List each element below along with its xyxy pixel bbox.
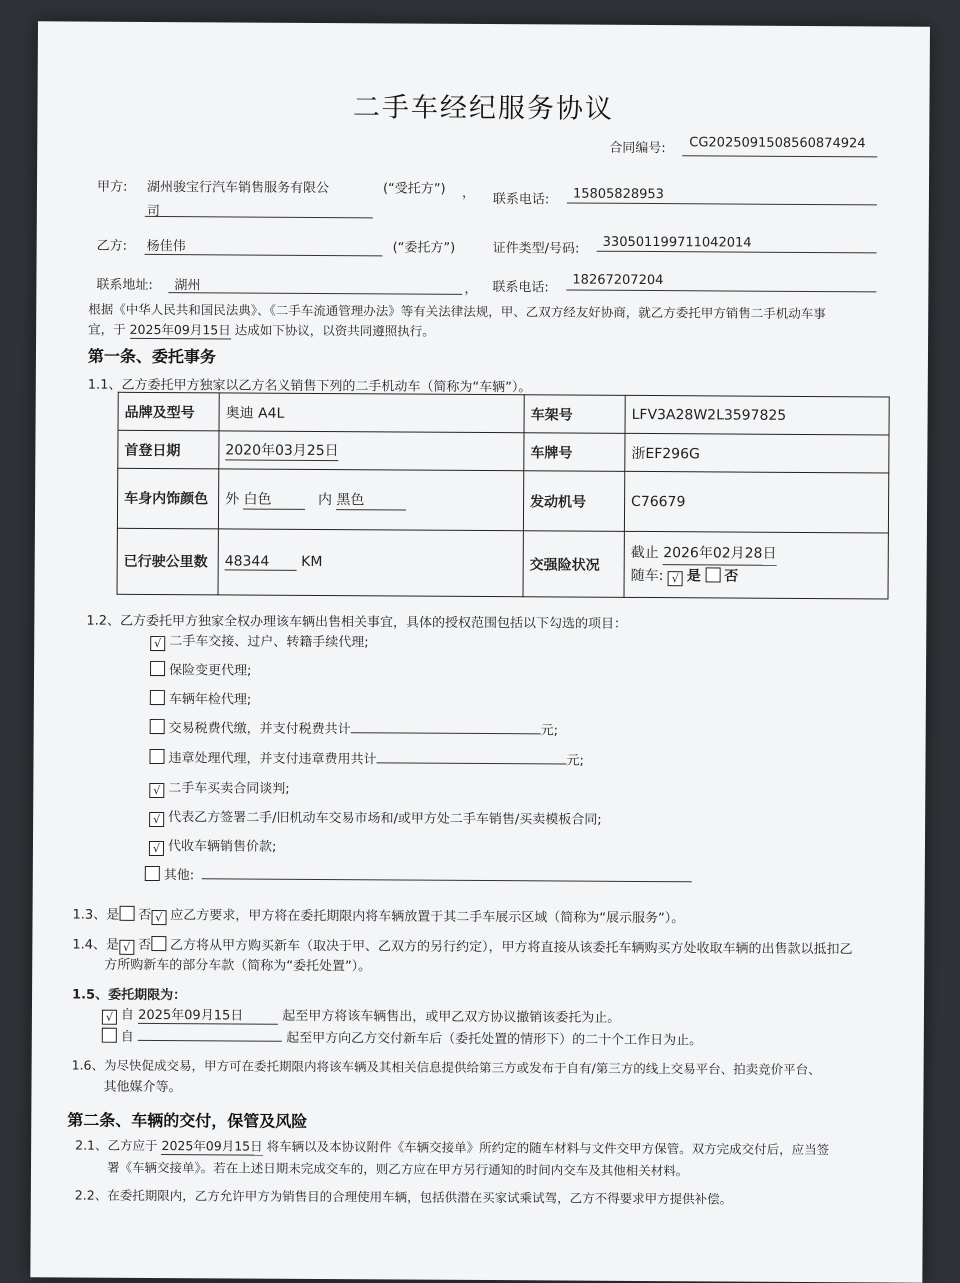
address-comma: ， [464, 281, 478, 297]
clause-1-4-no-checkbox[interactable] [151, 936, 166, 951]
clause-1-4-line2: 方所购新车的部分车款（简称为“委托处置”）。 [104, 957, 372, 975]
insurance-until-label: 截止 [630, 544, 659, 562]
vehicle-table [117, 392, 890, 600]
vin-value: LFV3A28W2L3597825 [625, 395, 889, 435]
preamble-date: 2025年09月15日 [129, 321, 231, 338]
party-b-phone-label: 联系电话: [492, 280, 549, 296]
clause-1-6-line1: 1.6、为尽快促成交易，甲方可在委托期限内将该车辆及其相关信息提供给第三方或发布于自有/第三方的线上交易平台、拍卖竞价平台、 [71, 1057, 821, 1078]
party-a-phone: 15805828953 [572, 186, 664, 203]
option-3-checkbox[interactable] [150, 690, 165, 705]
clause-1-5-b-text: 起至甲方向乙方交付新车后（委托处置的情形下）的二十个工作日为止。 [286, 1030, 703, 1049]
option-5-label: 违章处理代理，并支付违章费用共计 [168, 751, 377, 768]
preamble-line1: 根据《中华人民共和国民法典》、《二手车流通管理办法》等有关法律法规，甲、乙双方经友好协商，就乙方委托甲方销售二手机动车事 [88, 301, 826, 322]
party-a-role: (“受托方”) [382, 181, 446, 197]
contract-no-underline [682, 155, 877, 157]
clause-1-2: 1.2、乙方委托甲方独家全权办理该车辆出售相关事宜，具体的授权范围包括以下勾选的项目： [86, 613, 628, 632]
option-9-label: 其他: [163, 868, 195, 884]
party-b-name: 杨佳伟 [146, 238, 186, 255]
insurance-yes-checkbox[interactable]: √ [668, 571, 683, 586]
brand-label: 品牌及型号 [118, 392, 219, 431]
option-9-blank[interactable] [202, 864, 692, 882]
exterior-color: 白色 [243, 489, 305, 510]
clause-1-5-b-date-blank[interactable] [138, 1026, 282, 1042]
insurance-cell [624, 531, 888, 599]
clause-2-1-date: 2025年09月15日 [161, 1138, 263, 1154]
option-row-8 [149, 835, 277, 857]
party-a-phone-label: 联系电话: [492, 192, 550, 208]
option-3-label: 车辆年检代理; [168, 692, 252, 708]
address-underline [168, 292, 462, 295]
clause-1-5-b-checkbox[interactable] [102, 1028, 117, 1043]
mileage-label: 已行驶公里数 [117, 528, 218, 595]
party-b-phone-underline [566, 290, 876, 293]
clause-1-4-no-label: 否 [138, 937, 152, 953]
clause-1-1: 1.1、乙方委托甲方独家以乙方名义销售下列的二手机动车（简称为“车辆”）。 [87, 377, 532, 396]
option-row-9 [145, 864, 692, 886]
article-1-title: 第一条、委托事务 [87, 346, 217, 367]
party-b-id-underline [597, 251, 877, 254]
option-row-1 [150, 630, 369, 652]
clause-1-4-yes-checkbox[interactable]: √ [119, 940, 134, 955]
option-6-label: 二手车买卖合同谈判; [168, 781, 290, 797]
address-label: 联系地址: [96, 277, 153, 293]
mileage-value: 48344 [225, 553, 297, 570]
color-label: 车身内饰颜色 [117, 468, 218, 529]
option-5-amount-blank[interactable] [376, 748, 566, 764]
preamble-post: 达成如下协议，以资共同遵照执行。 [234, 322, 435, 339]
option-5-checkbox[interactable] [149, 749, 164, 764]
mileage-unit: KM [301, 553, 323, 571]
clause-2-1-line2: 署《车辆交接单》。若在上述日期未完成交车的，则乙方应在甲方另行通知的时间内交车及其他相关材料。 [106, 1159, 689, 1179]
clause-1-3-no-label: 否 [138, 907, 152, 923]
clause-2-1-line1 [75, 1136, 829, 1160]
party-b-underline [145, 254, 383, 256]
option-4-suffix: 元; [540, 723, 559, 739]
party-a-comma: ， [461, 185, 476, 201]
party-a-name-line1: 湖州骏宝行汽车销售服务有限公 [146, 179, 330, 197]
clause-1-4-text: 乙方将从甲方购买新车（取决于甲、乙双方的另行约定），甲方将直接从该委托车辆购买方处收取车辆的出售款以抵扣乙 [170, 938, 853, 958]
preamble-line2 [88, 320, 435, 341]
option-8-checkbox[interactable]: √ [149, 841, 164, 856]
contract-page [30, 21, 930, 1282]
clause-2-1-pre: 2.1、乙方应于 [75, 1137, 158, 1154]
clause-1-3-yes-label: 是 [106, 907, 120, 923]
clause-1-3-no-checkbox[interactable]: √ [151, 910, 166, 925]
option-row-4 [150, 717, 559, 738]
party-a-underline [145, 216, 373, 218]
option-7-label: 代表乙方签署二手/旧机动车交易市场和/或甲方处二手车销售/买卖模板合同; [168, 810, 602, 828]
option-1-label: 二手车交接、过户、转籍手续代理; [169, 634, 369, 651]
option-4-amount-blank[interactable] [351, 718, 541, 734]
party-b-id-label: 证件类型/号码: [492, 241, 580, 257]
interior-color: 黑色 [336, 489, 406, 510]
document-title: 二手车经纪服务协议 [352, 92, 615, 125]
option-4-label: 交易税费代缴，并支付税费共计 [168, 721, 351, 738]
option-row-2 [150, 659, 252, 679]
plate-label: 车牌号 [524, 433, 625, 472]
clause-1-3-num: 1.3、 [72, 907, 107, 923]
contract-no: CG2025091508560874924 [689, 135, 866, 152]
option-7-checkbox[interactable]: √ [149, 812, 164, 827]
insurance-until-date: 2026年02月28日 [663, 542, 776, 566]
clause-1-5-b-from: 自 [120, 1029, 134, 1045]
party-b-phone: 18267207204 [572, 272, 664, 289]
address-value: 湖州 [174, 278, 201, 294]
exterior-label: 外 [225, 491, 240, 508]
clause-1-4-yes-label: 是 [106, 937, 120, 953]
party-b-role: (“委托方”) [392, 240, 456, 256]
insurance-with-label: 随车: [630, 567, 664, 585]
plate-value: 浙EF296G [625, 433, 889, 473]
brand-value: 奥迪 A4L [219, 393, 524, 433]
insurance-no-label: 否 [724, 568, 739, 585]
option-1-checkbox[interactable]: √ [150, 636, 165, 651]
clause-1-5-option-b [102, 1026, 702, 1049]
clause-1-5-option-a [102, 1004, 620, 1028]
option-9-checkbox[interactable] [145, 866, 160, 881]
contract-no-label: 合同编号: [609, 140, 666, 157]
party-b-id: 330501199711042014 [602, 234, 752, 251]
article-2-title: 第二条、车辆的交付，保管及风险 [67, 1110, 308, 1131]
vin-label: 车架号 [524, 395, 625, 434]
interior-label: 内 [317, 491, 333, 509]
clause-2-1-post: 将车辆以及本协议附件《车辆交接单》所约定的随车材料与文件交甲方保管。双方完成交付后，应当签 [266, 1138, 830, 1158]
option-row-5 [149, 747, 584, 769]
option-5-suffix: 元; [566, 753, 584, 769]
mileage-cell [218, 529, 523, 597]
insurance-yes-label: 是 [686, 568, 701, 585]
clause-1-5-a-date: 2025年09月15日 [138, 1004, 278, 1025]
engine-value: C76679 [624, 471, 888, 533]
reg-date-label: 首登日期 [118, 430, 219, 469]
clause-1-3-text: 应乙方要求，甲方将在委托期限内将车辆放置于其二手车展示区域（简称为“展示服务”）。 [170, 908, 685, 927]
clause-1-3 [72, 904, 684, 929]
party-a-label: 甲方: [96, 179, 128, 195]
option-6-checkbox[interactable]: √ [149, 783, 164, 798]
clause-1-5-a-checkbox[interactable]: √ [102, 1010, 117, 1025]
insurance-no-checkbox[interactable] [705, 567, 720, 582]
clause-2-2: 2.2、在委托期限内，乙方允许甲方为销售目的合理使用车辆，包括供潜在买家试乘试驾，乙方不得要求甲方提供补偿。 [74, 1187, 733, 1207]
option-2-checkbox[interactable] [150, 661, 165, 676]
preamble-pre: 宜，于 [88, 321, 126, 337]
insurance-label: 交强险状况 [523, 531, 624, 598]
option-row-3 [150, 688, 252, 708]
option-4-checkbox[interactable] [150, 719, 165, 734]
reg-date-cell [219, 431, 524, 471]
option-2-label: 保险变更代理; [168, 663, 252, 679]
party-a-phone-underline [567, 203, 877, 206]
party-b-label: 乙方: [96, 238, 128, 254]
clause-1-5-a-text: 起至甲方将该车辆售出，或甲乙双方协议撤销该委托为止。 [282, 1008, 621, 1026]
clause-1-5-title: 1.5、委托期限为： [72, 987, 187, 1004]
option-8-label: 代收车辆销售价款; [167, 839, 277, 855]
option-row-6 [149, 777, 290, 799]
clause-1-3-yes-checkbox[interactable] [119, 906, 134, 921]
clause-1-6-line2: 其他媒介等。 [103, 1079, 182, 1096]
clause-1-4-num: 1.4、 [72, 937, 107, 953]
reg-date-value: 2020年03月25日 [225, 439, 338, 461]
color-cell [218, 469, 523, 531]
option-row-7 [149, 806, 602, 830]
engine-label: 发动机号 [523, 471, 624, 532]
party-a-name-line2: 司 [146, 203, 160, 220]
clause-1-5-a-from: 自 [120, 1007, 134, 1023]
